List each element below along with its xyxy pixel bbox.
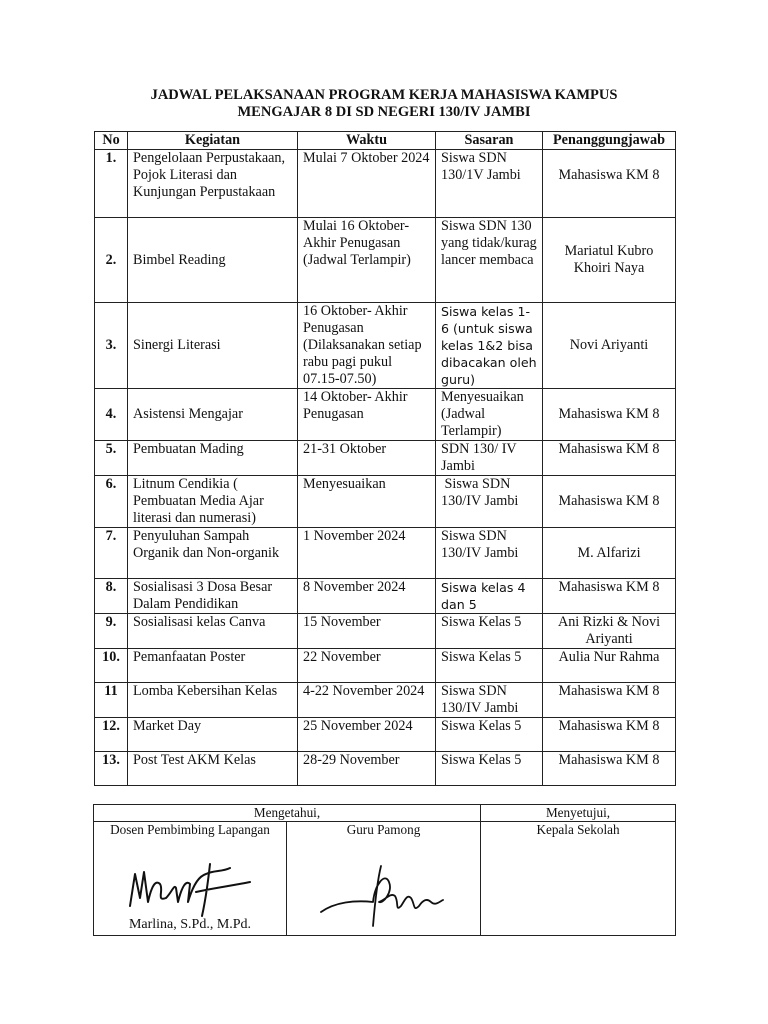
row-waktu: 16 Oktober- Akhir Penugasan (Dilaksanakan setiap rabu pagi pukul 07.15-07.50) bbox=[298, 303, 436, 389]
row-no: 4. bbox=[95, 389, 128, 441]
table-row bbox=[95, 150, 676, 218]
row-kegiatan: Pengelolaan Perpustakaan, Pojok Literasi dan Kunjungan Perpustakaan bbox=[128, 150, 298, 218]
title-line-2: MENGAJAR 8 DI SD NEGERI 130/IV JAMBI bbox=[237, 104, 531, 120]
header-penanggungjawab: Penanggungjawab bbox=[543, 132, 676, 150]
row-no: 2. bbox=[95, 218, 128, 303]
table-row bbox=[95, 389, 676, 441]
row-sasaran: Siswa Kelas 5 bbox=[436, 649, 543, 683]
row-sasaran: Siswa SDN 130/1V Jambi bbox=[436, 150, 543, 218]
row-sasaran: Siswa kelas 4 dan 5 bbox=[436, 579, 543, 614]
table-row bbox=[95, 441, 676, 476]
row-waktu: 1 November 2024 bbox=[298, 528, 436, 579]
row-waktu: 4-22 November 2024 bbox=[298, 683, 436, 718]
row-no: 3. bbox=[95, 303, 128, 389]
mengetahui-label: Mengetahui, bbox=[94, 805, 481, 822]
table-row bbox=[95, 752, 676, 786]
dosen-signature-cell bbox=[94, 822, 287, 936]
row-waktu: 15 November bbox=[298, 614, 436, 649]
title-line-1: JADWAL PELAKSANAAN PROGRAM KERJA MAHASISWA KAMPUS bbox=[150, 87, 618, 103]
kepsek-signature-cell bbox=[481, 822, 676, 936]
header-waktu: Waktu bbox=[298, 132, 436, 150]
table-row bbox=[95, 476, 676, 528]
row-sasaran: Siswa Kelas 5 bbox=[436, 614, 543, 649]
row-sasaran: Siswa Kelas 5 bbox=[436, 752, 543, 786]
row-penanggungjawab: Mahasiswa KM 8 bbox=[543, 752, 676, 786]
guru-signature-cell bbox=[287, 822, 481, 936]
table-row bbox=[95, 683, 676, 718]
row-no: 9. bbox=[95, 614, 128, 649]
row-kegiatan: Lomba Kebersihan Kelas bbox=[128, 683, 298, 718]
table-row bbox=[95, 218, 676, 303]
row-sasaran: SDN 130/ IV Jambi bbox=[436, 441, 543, 476]
row-kegiatan: Market Day bbox=[128, 718, 298, 752]
row-no: 11 bbox=[95, 683, 128, 718]
row-no: 1. bbox=[95, 150, 128, 218]
row-sasaran: Siswa SDN 130/IV Jambi bbox=[436, 528, 543, 579]
row-penanggungjawab: Ani Rizki & Novi Ariyanti bbox=[543, 614, 676, 649]
row-penanggungjawab: Mahasiswa KM 8 bbox=[543, 476, 676, 528]
row-penanggungjawab: Novi Ariyanti bbox=[543, 303, 676, 389]
row-sasaran: Siswa SDN 130 yang tidak/kurag lancer membaca bbox=[436, 218, 543, 303]
row-kegiatan: Litnum Cendikia ( Pembuatan Media Ajar literasi dan numerasi) bbox=[128, 476, 298, 528]
dosen-name: Marlina, S.Pd., M.Pd. bbox=[128, 917, 252, 932]
row-no: 10. bbox=[95, 649, 128, 683]
row-waktu: 14 Oktober- Akhir Penugasan bbox=[298, 389, 436, 441]
row-penanggungjawab: Mahasiswa KM 8 bbox=[543, 579, 676, 614]
row-waktu: Menyesuaikan bbox=[298, 476, 436, 528]
row-kegiatan: Sinergi Literasi bbox=[128, 303, 298, 389]
table-header-row bbox=[95, 132, 676, 150]
row-kegiatan: Bimbel Reading bbox=[128, 218, 298, 303]
row-kegiatan: Sosialisasi kelas Canva bbox=[128, 614, 298, 649]
row-waktu: 28-29 November bbox=[298, 752, 436, 786]
row-waktu: 22 November bbox=[298, 649, 436, 683]
row-no: 5. bbox=[95, 441, 128, 476]
guru-signature-image bbox=[315, 862, 455, 932]
row-penanggungjawab: Mahasiswa KM 8 bbox=[543, 683, 676, 718]
table-row bbox=[95, 649, 676, 683]
signature-table bbox=[93, 804, 676, 936]
row-no: 6. bbox=[95, 476, 128, 528]
row-penanggungjawab: M. Alfarizi bbox=[543, 528, 676, 579]
row-no: 12. bbox=[95, 718, 128, 752]
row-sasaran: Siswa SDN 130/IV Jambi bbox=[436, 476, 543, 528]
menyetujui-label: Menyetujui, bbox=[481, 805, 676, 822]
kepsek-role-label: Kepala Sekolah bbox=[536, 822, 620, 837]
header-sasaran: Sasaran bbox=[436, 132, 543, 150]
row-waktu: Mulai 7 Oktober 2024 bbox=[298, 150, 436, 218]
row-sasaran: Siswa SDN 130/IV Jambi bbox=[436, 683, 543, 718]
row-kegiatan: Asistensi Mengajar bbox=[128, 389, 298, 441]
header-no: No bbox=[95, 132, 128, 150]
guru-role-label: Guru Pamong bbox=[346, 822, 421, 837]
row-waktu: Mulai 16 Oktober-Akhir Penugasan (Jadwal Terlampir) bbox=[298, 218, 436, 303]
row-penanggungjawab: Mahasiswa KM 8 bbox=[543, 150, 676, 218]
dosen-role-label: Dosen Pembimbing Lapangan bbox=[110, 822, 270, 837]
row-kegiatan: Pemanfaatan Poster bbox=[128, 649, 298, 683]
table-row bbox=[95, 303, 676, 389]
row-waktu: 21-31 Oktober bbox=[298, 441, 436, 476]
row-kegiatan: Pembuatan Mading bbox=[128, 441, 298, 476]
row-penanggungjawab: Mahasiswa KM 8 bbox=[543, 718, 676, 752]
row-kegiatan: Post Test AKM Kelas bbox=[128, 752, 298, 786]
row-waktu: 8 November 2024 bbox=[298, 579, 436, 614]
row-penanggungjawab: Mahasiswa KM 8 bbox=[543, 389, 676, 441]
header-kegiatan: Kegiatan bbox=[128, 132, 298, 150]
document-title bbox=[94, 87, 674, 121]
row-no: 8. bbox=[95, 579, 128, 614]
row-penanggungjawab: Aulia Nur Rahma bbox=[543, 649, 676, 683]
table-row bbox=[95, 614, 676, 649]
row-sasaran: Siswa kelas 1-6 (untuk siswa kelas 1&2 bisa dibacakan oleh guru) bbox=[436, 303, 543, 389]
row-sasaran: Siswa Kelas 5 bbox=[436, 718, 543, 752]
row-penanggungjawab: Mariatul Kubro Khoiri Naya bbox=[543, 218, 676, 303]
row-penanggungjawab: Mahasiswa KM 8 bbox=[543, 441, 676, 476]
table-row bbox=[95, 718, 676, 752]
row-no: 13. bbox=[95, 752, 128, 786]
dosen-signature-image bbox=[126, 862, 256, 918]
row-waktu: 25 November 2024 bbox=[298, 718, 436, 752]
row-kegiatan: Sosialisasi 3 Dosa Besar Dalam Pendidikan bbox=[128, 579, 298, 614]
row-kegiatan: Penyuluhan Sampah Organik dan Non-organik bbox=[128, 528, 298, 579]
table-row bbox=[95, 528, 676, 579]
row-sasaran: Menyesuaikan (Jadwal Terlampir) bbox=[436, 389, 543, 441]
table-row bbox=[95, 579, 676, 614]
row-no: 7. bbox=[95, 528, 128, 579]
schedule-table bbox=[94, 131, 676, 786]
